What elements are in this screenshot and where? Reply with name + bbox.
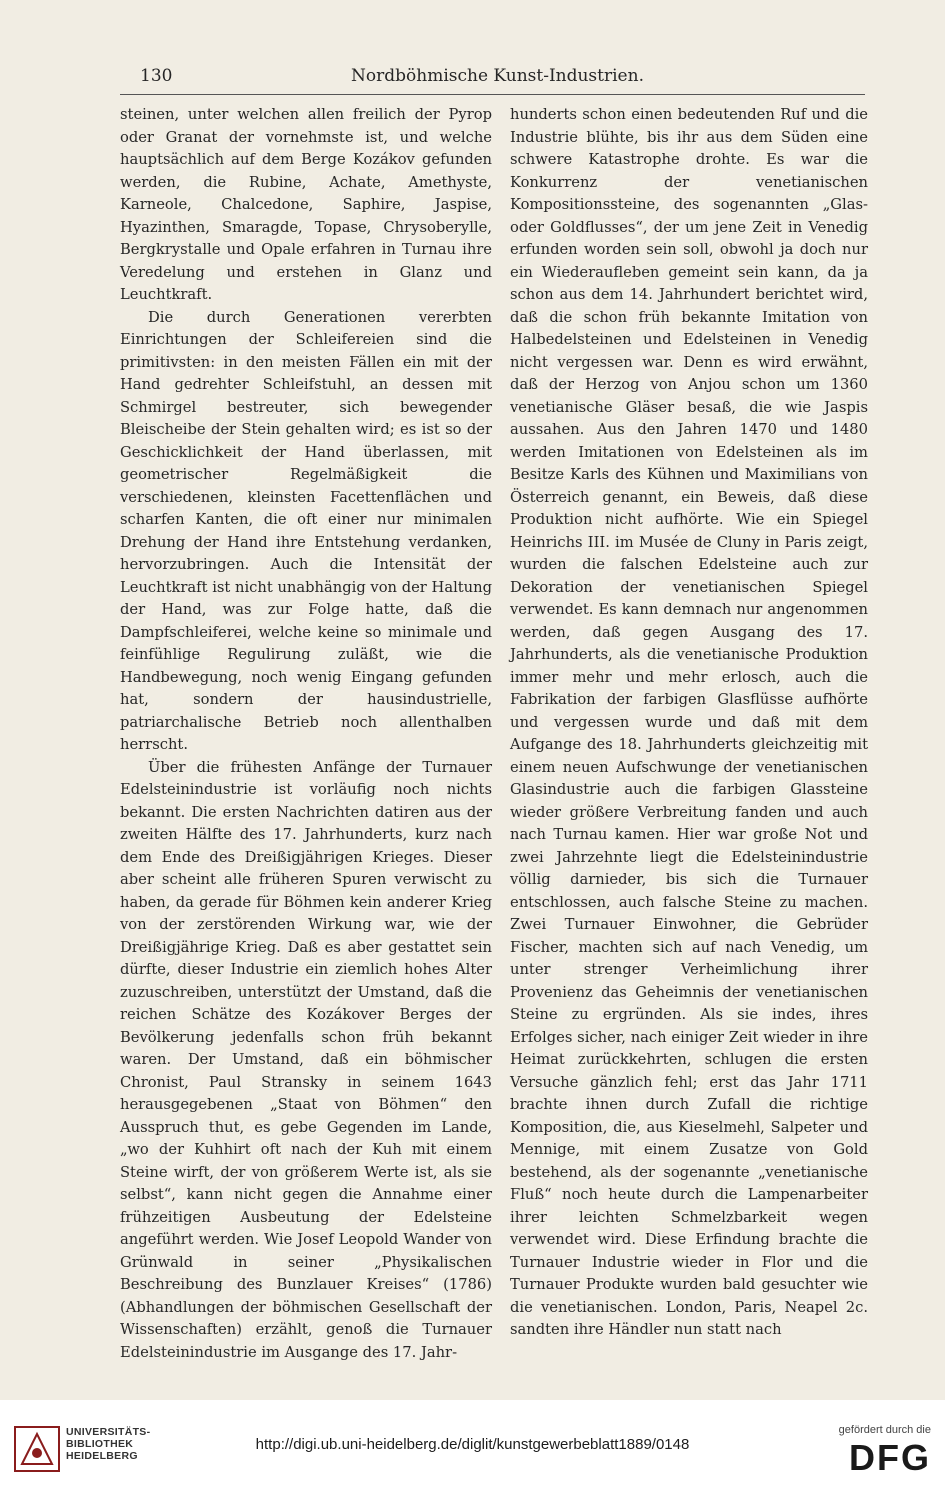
logo-line: BIBLIOTHEK — [66, 1438, 134, 1450]
header-rule — [120, 94, 865, 95]
viewer-footer — [0, 1400, 945, 1487]
running-title: Nordböhmische Kunst-Industrien. — [351, 66, 644, 86]
left-text-column — [120, 104, 492, 1361]
page-number: 130 — [140, 66, 173, 86]
paragraph: hunderts schon einen bedeutenden Ruf und die Industrie blühte, bis ihr aus dem Süden eine schwere Katastrophe drohte. Es war die Konkurrenz der venetianischen Kompositionssteine, des sogenannten „Glas- oder Goldflusses“, der um jene Zeit in Venedig erfunden worden sein soll, obwohl ja doch nur ein Wiederaufleben gemeint sein kann, da ja schon aus dem 14. Jahrhundert berichtet wird, daß die schon früh bekannte Imitation von Halbedelsteinen und Edelsteinen in Venedig nicht vergessen war. Denn es wird erwähnt, daß der Herzog von Anjou schon um 1360 venetianische Gläser besaß, die wie Jaspis aussahen. Aus den Jahren 1470 und 1480 werden Imitationen von Edelsteinen als im Besitze Karls des Kühnen und Maximilians von Österreich genannt, ein Beweis, daß diese Produktion nicht aufhörte. Wie ein Spiegel Heinrichs III. im Musée de Cluny in Paris zeigt, wurden die falschen Edelsteine auch zur Dekoration der venetianischen Spiegel verwendet. Es kann demnach nur angenommen werden, daß gegen Ausgang des 17. Jahrhunderts, als die venetianische Produktion immer mehr und mehr erlosch, auch die Fabrikation der farbigen Glasflüsse aufhörte und vergessen wurde und daß mit dem Aufgange des 18. Jahrhunderts gleichzeitig mit einem neuen Aufschwunge der venetianischen Glasindustrie auch die farbigen Glassteine wieder größere Verbreitung fanden und auch nach Turnau kamen. Hier war große Not und zwei Jahrzehnte liegt die Edelsteinindustrie völlig darnieder, bis sich die Turnauer entschlossen, auch falsche Steine zu machen. Zwei Turnauer Einwohner, die Gebrüder Fischer, machten sich auf nach Venedig, um unter strenger Verheimlichung ihrer Provenienz das Geheimnis der venetianischen Steine zu ergründen. Als sie indes, ihres Erfolges sicher, nach einiger Zeit wieder in ihre Heimat zurückkehrten, schlugen die ersten Versuche gänzlich fehl; erst das Jahr 1711 brachte ihnen durch Zufall die richtige Komposition, die, aus Kieselmehl, Salpeter und Mennige, mit einem Zusatze von Gold bestehend, als der sogenannte „venetianische Fluß“ noch heute durch die Lampenarbeiter ihrer leichten Schmelzbarkeit wegen verwendet wird. Diese Erfindung brachte die Turnauer Industrie wieder in Flor und die Turnauer Produkte wurden bald gesuchter wie die venetianischen. London, Paris, Neapel 2c. sandten ihre Händler nun statt nach — [510, 106, 868, 1338]
paragraph: Über die frühesten Anfänge der Turnauer Edelsteinindustrie ist vorläufig noch nichts bekannt. Die ersten Nachrichten datiren aus der zweiten Hälfte des 17. Jahrhunderts, kurz nach dem Ende des Dreißigjährigen Krieges. Dieser aber scheint alle früheren Spuren verwischt zu haben, da gerade für Böhmen kein anderer Krieg von der zerstörenden Wirkung war, wie der Dreißigjährige Krieg. Daß es aber gestattet sein dürfte, dieser Industrie ein ziemlich hohes Alter zuzuschreiben, unterstützt der Umstand, daß die reichen Schätze des Kozákover Berges der Bevölkerung jedenfalls schon früh bekannt waren. Der Umstand, daß ein böhmischer Chronist, Paul Stransky in seinem 1643 herausgegebenen „Staat von Böhmen“ den Ausspruch thut, es gebe Gegenden im Lande, „wo der Kuhhirt oft nach der Kuh mit einem Steine wirft, der von größerem Werte ist, als sie selbst“, kann nicht gegen die Annahme einer frühzeitigen Ausbeutung der Edelsteine angeführt werden. Wie Josef Leopold Wander von Grünwald in seiner „Physikalischen Beschreibung des Bunzlauer Kreises“ (1786) (Abhandlungen der böhmischen Gesellschaft der Wissenschaften) erzählt, genoß die Turnauer Edelsteinindustrie im Ausgange des 17. Jahr- — [120, 758, 492, 1361]
right-text-column — [510, 104, 868, 1338]
dfg-logo[interactable]: DFG — [849, 1437, 931, 1478]
paragraph: Die durch Generationen vererbten Einrichtungen der Schleifereien sind die primitivsten: in den meisten Fällen ein mit der Hand gedrehter Schleifstuhl, an dessen mit Schmirgel bestreuter, sich bewegender Bleischeibe der Stein gehalten wird; es ist so der Geschicklichkeit der Hand überlassen, mit geometrischer Regelmäßigkeit die verschiedenen, kleinsten Facettenflächen und scharfen Kanten, die oft einer nur minimalen Drehung der Hand ihre Entstehung verdanken, hervorzubringen. Auch die Intensität der Leuchtkraft ist nicht unabhängig von der Haltung der Hand, was zur Folge hatte, daß die Dampfschleiferei, welche keine so minimale und feinfühlige Regulirung zuläßt, wie die Handbewegung, noch wenig Eingang gefunden hat, sondern der hausindustrielle, patriarchalische Betrieb noch allenthalben herrscht. — [120, 308, 492, 753]
paragraph: steinen, unter welchen allen freilich der Pyrop oder Granat der vornehmste ist, und welche hauptsächlich auf dem Berge Kozákov gefunden werden, die Rubine, Achate, Amethyste, Karneole, Chalcedone, Saphire, Jaspise, Hyazinthen, Smaragde, Topase, Chrysoberylle, Bergkrystalle und Opale erfahren in Turnau ihre Veredelung und erstehen in Glanz und Leuchtkraft. — [120, 106, 492, 303]
logo-line: UNIVERSITÄTS- — [66, 1426, 151, 1438]
page-header — [130, 66, 865, 92]
logo-line: HEIDELBERG — [66, 1450, 138, 1462]
funding-label: gefördert durch die — [838, 1424, 931, 1436]
permalink-url[interactable]: http://digi.ub.uni-heidelberg.de/diglit/kunstgewerbeblatt1889/0148 — [255, 1436, 690, 1453]
